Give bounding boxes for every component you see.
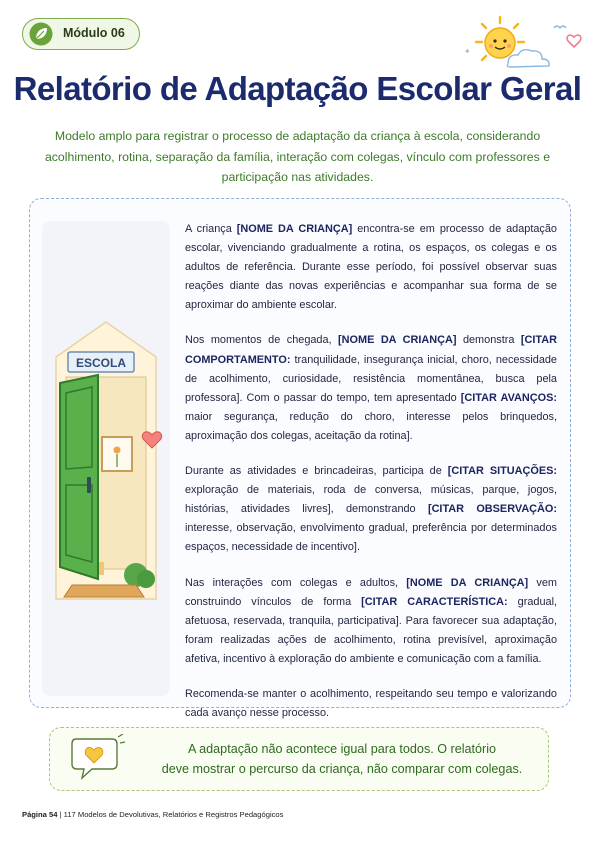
tip-text xyxy=(144,739,540,779)
svg-text:✦: ✦ xyxy=(464,47,471,56)
text-run: encontra-se em processo de adaptação escolar, vivenciando gradualmente a rotina, os espaços, os colegas e os adultos de referência. Durante esse período, foi possível observar suas reações diante das novas experiências e acompanhar sua forma de se aproximar do ambiente escolar. xyxy=(185,223,557,312)
report-paragraph-4 xyxy=(185,574,557,669)
text-run: interesse, observação, envolvimento gradual, preferência por determinados espaços, necessidade de incentivo]. xyxy=(185,522,557,554)
school-door-illustration xyxy=(42,221,170,696)
page-number: Página 54 xyxy=(22,810,58,819)
placeholder-field: [CITAR COMPORTAMENTO: xyxy=(185,334,557,366)
placeholder-field: [NOME DA CRIANÇA] xyxy=(236,223,353,235)
page-title: Relatório de Adaptação Escolar Geral xyxy=(13,70,582,107)
page-footer xyxy=(22,810,283,819)
footer-separator: | xyxy=(57,810,64,819)
door-illustration xyxy=(42,317,170,617)
text-run: vem construindo vínculos de forma xyxy=(185,576,557,608)
placeholder-field: [CITAR SITUAÇÕES: xyxy=(447,465,558,478)
page-subtitle: Modelo amplo para registrar o processo de adaptação da criança à escola, considerando acolhimento, rotina, separação da família, interação com colegas, vínculo com professores e participação nas atividades. xyxy=(44,129,551,184)
school-sign-text: ESCOLA xyxy=(75,356,127,370)
tip-box xyxy=(49,727,549,791)
cloud-icon xyxy=(507,50,549,67)
text-run: demonstra xyxy=(456,334,521,347)
placeholder-field: [CITAR CARACTERÍSTICA: xyxy=(361,595,508,608)
report-paragraph-3 xyxy=(185,462,557,557)
heart-icon xyxy=(567,35,581,47)
text-run: gradual, afetuosa, reservada, tranquila, participativa]. Para favorecer sua adaptação, foram realizadas ações de acolhimento, rotina previsível, aproximação afetiva, incentivo à exploração do ambiente e comunicação com a família. xyxy=(185,595,558,665)
text-run: A criança xyxy=(185,223,237,235)
text-run: maior segurança, redução do choro, interesse pelos brinquedos, aproximação dos colegas, aceitação da rotina]. xyxy=(185,410,557,442)
module-label: Módulo 06 xyxy=(63,26,125,40)
report-paragraph-2 xyxy=(185,331,557,446)
sun-icon xyxy=(476,17,524,60)
report-paragraph-1 xyxy=(185,220,557,315)
placeholder-field: [CITAR OBSERVAÇÃO: xyxy=(427,503,558,516)
text-run: tranquilidade, insegurança inicial, choro, necessidade de acolhimento, curiosidade, resistência momentânea, busca pela professora]. Com o passar do tempo, tem apresentado xyxy=(185,353,557,404)
leaf-icon xyxy=(29,22,53,46)
sun-cloud-decoration xyxy=(462,14,588,74)
placeholder-field: [NOME DA CRIANÇA] xyxy=(406,576,529,589)
text-run: Nos momentos de chegada, xyxy=(185,334,339,347)
speech-bubble-heart-icon xyxy=(68,734,126,782)
book-title: 117 Modelos de Devolutivas, Relatórios e Registros Pedagógicos xyxy=(63,810,284,819)
module-badge xyxy=(22,18,140,50)
text-run: Recomenda-se manter o acolhimento, respeitando seu tempo e valorizando cada avanço nesse processo. xyxy=(185,687,557,720)
tip-line-2: deve mostrar o percurso da criança, não comparar com colegas. xyxy=(161,762,523,776)
report-paragraph-5 xyxy=(185,685,557,723)
tip-line-1: A adaptação não acontece igual para todos. O relatório xyxy=(187,742,497,756)
text-run: Durante as atividades e brincadeiras, participa de xyxy=(185,465,448,478)
placeholder-field: [NOME DA CRIANÇA] xyxy=(338,334,457,347)
report-card xyxy=(29,198,571,720)
text-run: exploração de materiais, roda de conversa, músicas, parque, jogos, histórias, atividades livres], demonstrando xyxy=(185,484,557,516)
report-text xyxy=(185,220,557,723)
text-run: Nas interações com colegas e adultos, xyxy=(185,576,407,589)
placeholder-field: [CITAR AVANÇOS: xyxy=(460,391,557,404)
